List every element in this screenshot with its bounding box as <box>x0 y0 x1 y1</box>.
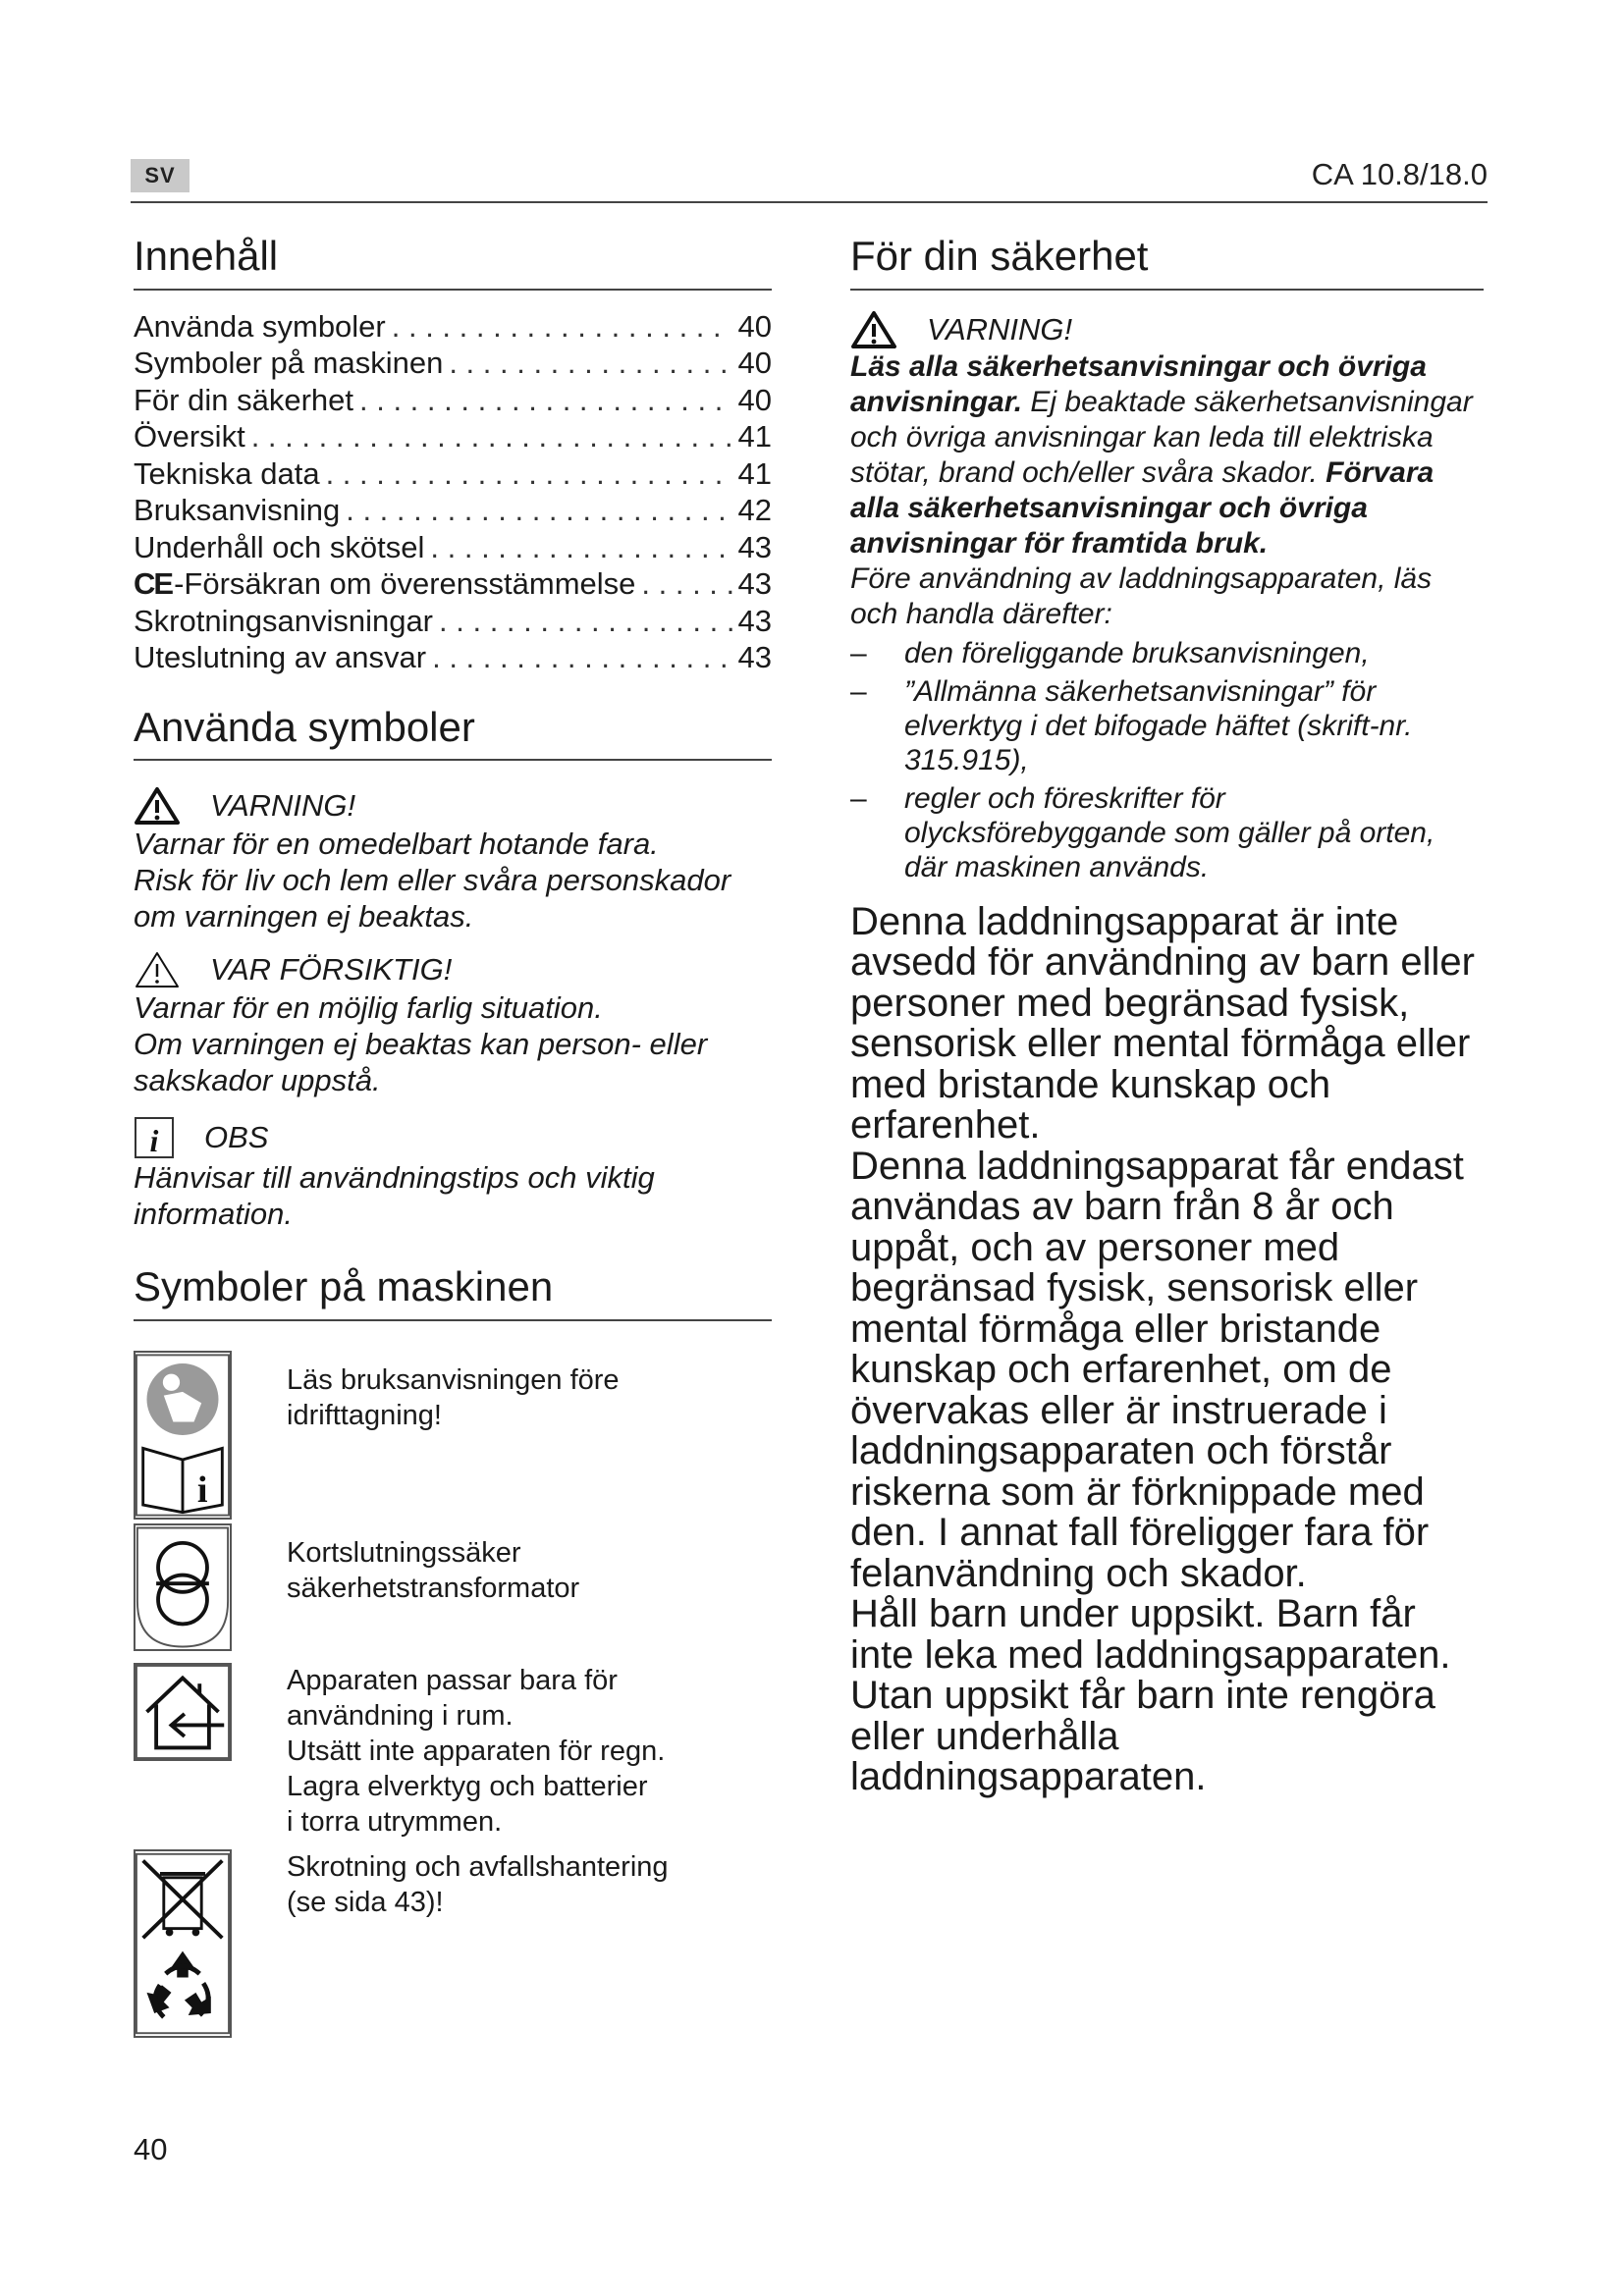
toc-item[interactable] <box>134 345 772 382</box>
caution-text: Varnar för en möjlig farlig situation. Om varningen ej beaktas kan person- eller sakskador uppstå. <box>134 990 708 1097</box>
indoor-use-icon <box>134 1663 232 1761</box>
toc-dots <box>426 639 731 676</box>
toc-dots <box>386 308 732 346</box>
toc-item-page: 40 <box>737 382 772 417</box>
info-icon <box>134 1116 175 1159</box>
right-column <box>850 231 1484 1798</box>
left-column <box>134 231 772 2038</box>
toc-dots <box>340 492 731 529</box>
machine-symbol-row <box>134 1351 772 1520</box>
machine-symbol-text: Kortslutningssäker säkerhetstransformator <box>287 1536 580 1604</box>
machine-symbols-title: Symboler på maskinen <box>134 1261 772 1321</box>
toc-dots <box>635 565 731 603</box>
safety-intro-bold: Läs alla säkerhetsanvisningar och övriga anvisningar. <box>850 349 1427 418</box>
machine-symbol-row <box>134 1663 772 1840</box>
ce-mark-icon: CE <box>134 566 173 601</box>
machine-symbol-list <box>134 1351 772 2038</box>
toc-item-page: 41 <box>737 455 772 491</box>
table-of-contents <box>134 308 772 676</box>
warning-triangle-icon <box>134 786 181 826</box>
toc-item-label: Bruksanvisning <box>134 493 341 527</box>
toc-dots <box>245 418 732 455</box>
safety-warning-label: VARNING! <box>927 311 1073 347</box>
toc-item[interactable] <box>134 492 772 529</box>
toc-item-label: CE-Försäkran om överensstämmelse <box>134 566 636 601</box>
toc-item-page: 41 <box>737 419 772 454</box>
toc-item-label: Översikt <box>134 419 245 454</box>
toc-title: Innehåll <box>134 231 772 291</box>
warning-triangle-icon <box>850 310 897 349</box>
warning-symbol-block <box>134 786 772 934</box>
page-number: 40 <box>134 2132 168 2166</box>
toc-item[interactable] <box>134 603 772 640</box>
header-rule <box>131 201 1488 203</box>
toc-item[interactable] <box>134 308 772 346</box>
warning-text: Varnar för en omedelbart hotande fara. Risk för liv och lem eller svåra personskador om varningen ej beaktas. <box>134 827 731 934</box>
toc-item[interactable] <box>134 639 772 676</box>
toc-item-page: 40 <box>737 346 772 380</box>
safety-paragraph: Denna laddningsapparat är inte avsedd för användning av barn eller personer med begränsad fysisk, sensorisk eller mental förmåga eller med bristande kunskap och erfarenhet. <box>850 899 1475 1147</box>
safety-intro-normal: Ej beaktade säkerhetsanvisningar och övriga anvisningar kan leda till elektriska stötar, brand och/eller svåra skador. <box>850 385 1473 489</box>
machine-symbol-text: Apparaten passar bara för användning i rum. Utsätt inte apparaten för regn. Lagra elverktyg och batterier i torra utrymmen. <box>287 1664 666 1838</box>
safety-intro-text <box>850 349 1484 561</box>
toc-item[interactable] <box>134 529 772 566</box>
machine-symbol-row <box>134 1523 772 1651</box>
toc-item[interactable] <box>134 382 772 419</box>
caution-label: VAR FÖRSIKTIG! <box>210 952 453 987</box>
note-text: Hänvisar till användningstips och viktig information. <box>134 1160 655 1231</box>
safety-before-use: Före användning av laddningsapparaten, läs och handla därefter: <box>850 561 1433 630</box>
toc-dots <box>353 382 732 419</box>
toc-item-page: 42 <box>737 493 772 527</box>
note-label: OBS <box>204 1120 269 1154</box>
safety-children-text <box>850 899 1484 1798</box>
caution-symbol-block <box>134 950 772 1098</box>
toc-item[interactable] <box>134 565 772 603</box>
toc-item-page: 43 <box>737 640 772 674</box>
toc-item-label: Använda symboler <box>134 308 386 344</box>
machine-symbol-text: Skrotning och avfallshantering (se sida 43)! <box>287 1850 669 1918</box>
model-number: CA 10.8/18.0 <box>1311 157 1488 191</box>
safety-paragraph: Denna laddningsapparat får endast användas av barn från 8 år och uppåt, och av personer med begränsad fysisk, sensorisk eller mental förmåga eller bristande kunskap och erfarenhet, om de övervakas eller är instruerade i laddningsapparaten och förstår riskerna som är förknippade med den. I annat fall föreligger fara för felanvändning och skador. <box>850 1144 1464 1595</box>
toc-dots <box>424 529 731 566</box>
toc-item-label: Skrotningsanvisningar <box>134 603 434 638</box>
disposal-recycling-icon <box>134 1849 232 2038</box>
svg-text:i: i <box>149 1123 159 1158</box>
read-manual-icon <box>134 1351 232 1520</box>
warning-label: VARNING! <box>210 788 356 823</box>
symbols-title: Använda symboler <box>134 702 772 762</box>
safety-warning-block <box>850 310 1484 884</box>
toc-item-page: 40 <box>737 308 772 344</box>
toc-item-label: Underhåll och skötsel <box>134 529 425 564</box>
toc-item[interactable] <box>134 418 772 455</box>
machine-symbol-text: Läs bruksanvisningen före idrifttagning! <box>287 1363 620 1431</box>
safety-paragraph: Håll barn under uppsikt. Barn får inte leka med laddningsapparaten. <box>850 1592 1451 1677</box>
safety-bullet-list <box>850 636 1484 884</box>
toc-dots <box>433 603 732 640</box>
caution-triangle-icon <box>134 950 181 989</box>
toc-item-label: Symboler på maskinen <box>134 346 444 380</box>
toc-item-label: Tekniska data <box>134 455 320 491</box>
toc-dots <box>320 455 732 493</box>
machine-symbol-row <box>134 1849 772 2038</box>
language-badge: SV <box>131 159 189 192</box>
list-item: – den föreliggande bruksanvisningen, <box>850 636 1484 670</box>
safety-intro-bold-2: Förvara alla säkerhetsanvisningar och övriga anvisningar för framtida bruk. <box>850 455 1435 560</box>
svg-text:i: i <box>196 1468 208 1511</box>
transformer-icon <box>134 1523 232 1651</box>
toc-item-label: Uteslutning av ansvar <box>134 640 427 674</box>
toc-item[interactable] <box>134 455 772 493</box>
toc-item-page: 43 <box>737 566 772 601</box>
toc-dots <box>443 345 731 382</box>
list-item: – ”Allmänna säkerhetsanvisningar” för elverktyg i det bifogade häftet (skrift-nr. 315.915), <box>850 674 1484 777</box>
safety-title: För din säkerhet <box>850 231 1484 291</box>
list-item: – regler och föreskrifter för olycksförebyggande som gäller på orten, där maskinen används. <box>850 781 1484 884</box>
note-symbol-block <box>134 1116 772 1232</box>
toc-item-page: 43 <box>737 529 772 564</box>
toc-item-label: För din säkerhet <box>134 382 353 417</box>
safety-paragraph: Utan uppsikt får barn inte rengöra eller underhålla laddningsapparaten. <box>850 1674 1435 1798</box>
toc-item-page: 43 <box>737 603 772 638</box>
